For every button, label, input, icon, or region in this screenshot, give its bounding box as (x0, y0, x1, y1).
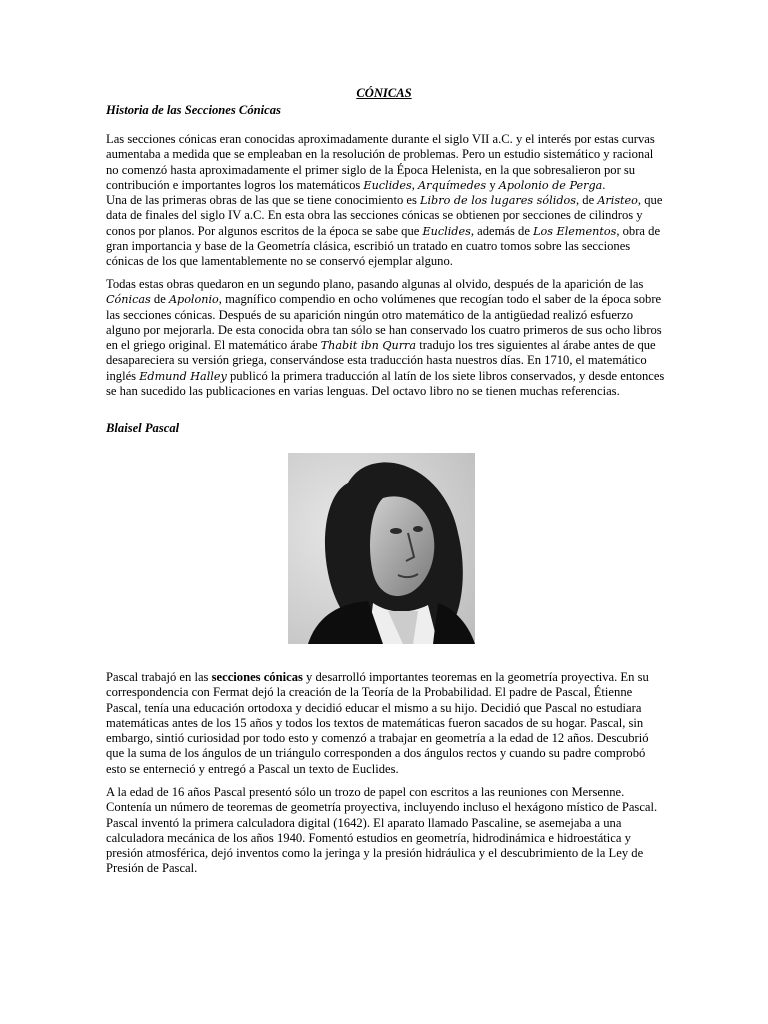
text-span: , además de (470, 223, 534, 238)
text-span: Pascal trabajó en las (106, 670, 212, 684)
text-line: desapareciera su versión griega, conservándose esta traducción hasta nuestros días. En 1710, el matemático (106, 353, 647, 368)
text-line: las secciones cónicas. Después de su aparición ningún otro matemático de la antigüedad realizó esfuerzo (106, 307, 633, 322)
section-heading-history: Historia de las Secciones Cónicas (106, 103, 281, 117)
text-span: , magnífico compendio en ocho volúmenes que recogían todo el saber de la época sobre (218, 292, 662, 307)
pascal-portrait-image (288, 453, 475, 644)
history-paragraph-2 (106, 277, 666, 399)
text-span: de (150, 292, 169, 307)
text-line: A la edad de 16 años Pascal presentó sólo un trozo de papel con escritos a las reuniones con Mersenne. (106, 785, 625, 799)
pascal-paragraph-1 (106, 670, 666, 777)
text-line: Todas estas obras quedaron en un segundo plano, pasando algunas al olvido, después de la aparición de las (106, 277, 644, 291)
book-title-conicas: Cónicas (106, 293, 151, 307)
text-line: cónicas de los que lamentablemente no se conservó ejemplar alguno. (106, 254, 453, 269)
book-title-elementos: Los Elementos (533, 224, 617, 238)
text-line: Pascal inventó la primera calculadora digital (1642). El aparato llamado Pascaline, se asemejaba a una (106, 815, 622, 830)
text-line: embargo, sintió curiosidad por todo esto y comenzó a trabajar en geometría a la edad de 12 años. Descubrió (106, 731, 649, 746)
name-euclides: Euclides (363, 178, 412, 192)
text-line: se han sucedido las publicaciones en varias lenguas. Del octavo libro no se tienen muchas referencias. (106, 384, 620, 399)
text-line: aumentaba a medida que se empleaban en la resolución de problemas. Pero un estudio sistemático y racional (106, 147, 654, 162)
text-span: , (411, 177, 419, 192)
text-line: gran importancia y base de la Geometría clásica, escribió un tratado en cuatro tomos sobre las secciones (106, 239, 631, 254)
text-line: no comenzó hasta aproximadamente el primer siglo de la Época Helenista, en la que sobresalieron por su (106, 162, 636, 177)
text-span: , que (637, 193, 663, 208)
text-line: que la suma de los ángulos de un triángulo corresponden a dos ángulos rectos y cuando su padre comprobó (106, 746, 646, 761)
name-arquimedes: Arquímedes (418, 178, 487, 192)
text-line (106, 224, 666, 239)
text-span: y (486, 177, 499, 192)
text-line: data de finales del siglo IV a.C. En esta obra las secciones cónicas se obtienen por secciones de cilindros y (106, 208, 643, 223)
text-line (106, 193, 666, 208)
bold-term-secciones-conicas: secciones cónicas (211, 670, 303, 684)
name-apolonio-de-perga: Apolonio de Perga (498, 178, 603, 192)
name-aristeo: Aristeo (597, 194, 638, 208)
history-paragraph-1 (106, 132, 666, 270)
text-span: en el griego original. El matemático árabe (106, 338, 321, 353)
text-span: Una de las primeras obras de las que se tiene conocimiento es (106, 193, 421, 208)
text-line: esto se enterneció y entregó a Pascal un texto de Euclides. (106, 761, 399, 776)
text-span: y desarrolló importantes teoremas en la geometría proyectiva. En su (302, 670, 649, 684)
text-span: , obra de (616, 223, 661, 238)
text-line (106, 292, 666, 307)
text-span: publicó la primera traducción al latín de los siete libros conservados, y desde entonces (226, 368, 665, 383)
text-span: conos por planos. Por algunos escritos de la época se sabe que (106, 223, 423, 238)
text-line: alguno por mejorarla. De esta conocida obra tan sólo se han conservado los cuatro primeros de sus ocho libros (106, 322, 662, 337)
pascal-paragraph-2 (106, 785, 666, 877)
name-edmund-halley: Edmund Halley (139, 369, 227, 383)
text-span: , de (575, 193, 598, 208)
text-line: presión atmosférica, dejó inventos como la jeringa y la presión hidráulica y el descubrimiento de la Ley de (106, 846, 644, 861)
text-span: tradujo los tres siguientes al árabe antes de que (416, 338, 656, 353)
text-line: calculadora mecánica de los años 1940. Fomentó estudios en geometría, hidrodinámica e hidroestática y (106, 830, 631, 845)
portrait-illustration (288, 453, 475, 644)
section-heading-pascal: Blaisel Pascal (106, 421, 180, 435)
text-line (106, 178, 666, 193)
text-span: . (602, 177, 606, 192)
text-line (106, 369, 666, 384)
text-line: Pascal, tenía una educación ortodoxa y decidió educar el mismo a su hijo. Decidió que Pascal no estudiara (106, 700, 642, 715)
text-line: correspondencia con Fermat dejó la creación de la Teoría de la Probabilidad. El padre de Pascal, Étienne (106, 685, 633, 700)
name-thabit-ibn-qurra: Thabit ibn Qurra (320, 339, 417, 353)
text-line (106, 670, 666, 685)
text-line: Presión de Pascal. (106, 861, 198, 876)
text-span: contribución e importantes logros los matemáticos (106, 177, 364, 192)
text-span: inglés (106, 368, 140, 383)
name-apolonio: Apolonio (168, 293, 219, 307)
name-euclides: Euclides (422, 224, 471, 238)
text-line: Contenía un número de teoremas de geometría proyectiva, incluyendo incluso el hexágono místico de Pascal. (106, 800, 658, 815)
text-line: Las secciones cónicas eran conocidas aproximadamente durante el siglo VII a.C. y el interés por estas curvas (106, 132, 655, 146)
document-title: CÓNICAS (356, 86, 412, 100)
text-line (106, 338, 666, 353)
text-line: matemáticas antes de los 15 años y todos los textos de matemáticas fueron sacados de su hogar. Pascal, sin (106, 715, 644, 730)
book-title-lugares-solidos: Libro de los lugares sólidos (420, 194, 576, 208)
